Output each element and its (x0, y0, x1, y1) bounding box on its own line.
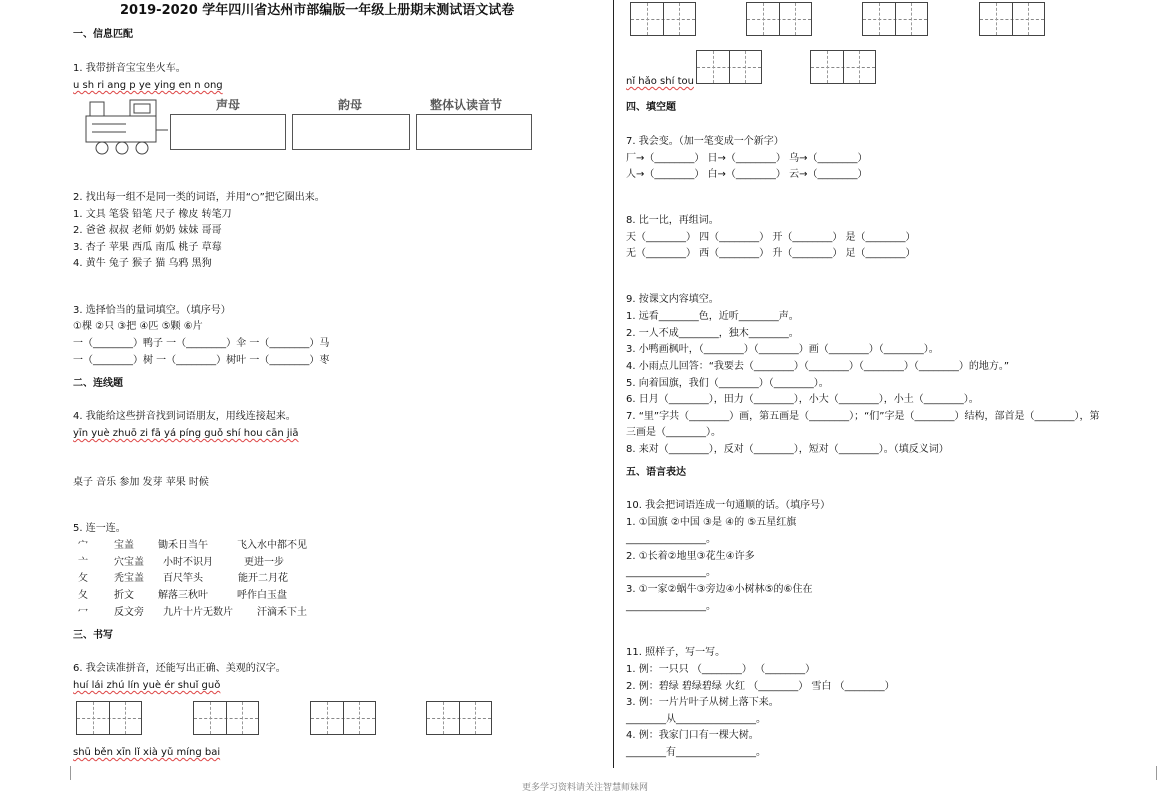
q11-answer-line: ________有________________。 (626, 747, 766, 758)
section-4-heading: 四、填空题 (626, 102, 676, 113)
q3-options: ①棵 ②只 ③把 ④匹 ⑤颗 ⑥片 (73, 321, 203, 332)
section-5-heading: 五、语言表达 (626, 467, 686, 478)
writing-grid[interactable] (76, 701, 142, 735)
header-initials: 声母 (216, 98, 241, 112)
q5-poem-a: 小时不识月 (163, 557, 213, 568)
q11-line: 2. 例：碧绿 碧绿碧绿 火红 （________） 雪白 （________） (626, 681, 895, 692)
question-9: 9. 按课文内容填空。 (626, 294, 719, 305)
page-corner-mark (56, 766, 71, 780)
page-title: 2019-2020 学年四川省达州市部编版一年级上册期末测试语文试卷 (120, 3, 515, 18)
q2-line-4: 4. 黄牛 兔子 猴子 猫 乌鸦 黑狗 (73, 258, 212, 269)
train-icon (82, 96, 168, 158)
question-1-syllables: u sh ri ang p ye ying en n ong (73, 80, 223, 91)
q5-poem-a: 锄禾日当午 (158, 540, 208, 551)
q5-name: 穴宝盖 (114, 557, 144, 568)
writing-grid[interactable] (426, 701, 492, 735)
q11-line: 4. 例：我家门口有一棵大树。 (626, 730, 759, 741)
q5-poem-a: 九片十片无数片 (163, 607, 233, 618)
q6-pinyin-2: shū běn xīn lǐ xià yǔ míng bai (73, 747, 221, 758)
q9-line: 1. 远看________色，近听________声。 (626, 311, 799, 322)
q11-line: 1. 例：一只只 （________） （________） (626, 664, 816, 675)
question-2: 2. 找出每一组不是同一类的词语，并用“○”把它圈出来。 (73, 192, 325, 203)
q7-line-2: 人→（________） 白→（________） 云→（________） (626, 169, 868, 180)
column-divider (613, 0, 614, 768)
question-7: 7. 我会变。（加一笔变成一个新字） (626, 136, 784, 147)
q9-line: 6. 日月（________），田力（________），小大（________），小土（________）。 (626, 394, 979, 405)
q5-poem-b: 飞入水中都不见 (237, 540, 307, 551)
q5-poem-b: 能开二月花 (238, 573, 288, 584)
q2-line-2: 2. 爸爸 叔叔 老师 奶奶 妹妹 哥哥 (73, 225, 222, 236)
question-1: 1. 我带拼音宝宝坐火车。 (73, 63, 186, 74)
q9-line: 2. 一人不成________，独木________。 (626, 328, 799, 339)
q4-words: 桌子 音乐 参加 发芽 苹果 时候 (73, 477, 209, 488)
q9-line: 5. 向着国旗，我们（________）（________）。 (626, 378, 829, 389)
section-1-heading: 一、信息匹配 (73, 29, 133, 40)
writing-grid[interactable] (193, 701, 259, 735)
phonics-table (168, 96, 534, 152)
question-3: 3. 选择恰当的量词填空。（填序号） (73, 305, 231, 316)
q10-line: 3. ①一家②蜗牛③旁边④小树林⑤的⑥住在 (626, 584, 813, 595)
writing-grid[interactable] (630, 2, 696, 36)
top-pinyin: nǐ hǎo shí tou (626, 76, 694, 87)
q10-answer-line: ________________。 (626, 601, 716, 612)
q2-line-1: 1. 文具 笔袋 铅笔 尺子 橡皮 转笔刀 (73, 209, 232, 220)
q9-line: 7. “里”字共（________）画，第五画是（________）；“们”字是（________）结构，部首是（________），第 (626, 411, 1100, 422)
question-5: 5. 连一连。 (73, 523, 126, 534)
q5-radical: 宀 (78, 540, 88, 551)
q3-line-1: 一（________）鸭子 一（________）伞 一（________）马 (73, 338, 330, 349)
q10-line: 2. ①长着②地里③花生④许多 (626, 551, 755, 562)
page-corner-mark (1156, 766, 1170, 780)
q11-answer-line: ________从________________。 (626, 714, 766, 725)
section-2-heading: 二、连线题 (73, 378, 123, 389)
writing-grid[interactable] (810, 50, 876, 84)
q5-poem-b: 汗滴禾下土 (257, 607, 307, 618)
q5-radical: 冖 (78, 607, 88, 618)
q5-radical: 攵 (78, 573, 88, 584)
question-10: 10. 我会把词语连成一句通顺的话。（填序号） (626, 500, 831, 511)
q3-line-2: 一（________）树 一（________）树叶 一（________）枣 (73, 355, 330, 366)
question-8: 8. 比一比，再组词。 (626, 215, 719, 226)
q10-line: 1. ①国旗 ②中国 ③是 ④的 ⑤五星红旗 (626, 517, 797, 528)
q10-answer-line: ________________。 (626, 534, 716, 545)
q7-line-1: 厂→（________） 日→（________） 乌→（________） (626, 153, 868, 164)
q6-pinyin-1: huí lái zhú lín yuè ér shuǐ guǒ (73, 680, 221, 691)
header-whole-syllables: 整体认读音节 (430, 98, 503, 112)
q11-line: 3. 例：一片片叶子从树上落下来。 (626, 697, 779, 708)
q5-name: 宝盖 (114, 540, 134, 551)
writing-grid[interactable] (979, 2, 1045, 36)
q5-name: 折文 (114, 590, 134, 601)
question-6: 6. 我会读准拼音，还能写出正确、美观的汉字。 (73, 663, 286, 674)
q5-name: 秃宝盖 (114, 573, 144, 584)
q8-line-1: 天（________） 四（________） 开（________） 是（________） (626, 232, 916, 243)
q5-radical: 亠 (78, 557, 88, 568)
q4-pinyin: yīn yuè zhuō zi fā yá píng guǒ shí hou cān jiā (73, 428, 299, 439)
q5-poem-a: 百尺竿头 (163, 573, 203, 584)
answer-box-initials[interactable] (170, 114, 286, 150)
writing-grid[interactable] (746, 2, 812, 36)
question-4: 4. 我能给这些拼音找到词语朋友，用线连接起来。 (73, 411, 296, 422)
answer-box-finals[interactable] (292, 114, 410, 150)
section-3-heading: 三、书写 (73, 630, 113, 641)
q5-poem-b: 更进一步 (244, 557, 284, 568)
q9-line: 4. 小雨点儿回答：“我要去（________）（________）（________）（________）的地方。” (626, 361, 1010, 372)
writing-grid[interactable] (696, 50, 762, 84)
writing-grid[interactable] (310, 701, 376, 735)
q9-line: 8. 来对（________），反对（________），短对（________）。（填反义词） (626, 444, 949, 455)
q5-radical: 夂 (78, 590, 88, 601)
q10-answer-line: ________________。 (626, 567, 716, 578)
q5-poem-b: 呼作白玉盘 (237, 590, 287, 601)
footer-note: 更多学习资料请关注智慧师妹网 (521, 783, 648, 793)
q9-line: 三画是（________）。 (626, 427, 721, 438)
q9-line: 3. 小鸭画枫叶，（________）（________）画（________）（________）。 (626, 344, 939, 355)
answer-box-whole[interactable] (416, 114, 532, 150)
q2-line-3: 3. 杏子 苹果 西瓜 南瓜 桃子 草莓 (73, 242, 222, 253)
right-column (616, 0, 1170, 798)
q8-line-2: 无（________） 西（________） 升（________） 足（________） (626, 248, 916, 259)
q5-poem-a: 解落三秋叶 (158, 590, 208, 601)
header-finals: 韵母 (338, 98, 363, 112)
writing-grid[interactable] (862, 2, 928, 36)
question-11: 11. 照样子，写一写。 (626, 647, 726, 658)
q5-name: 反文旁 (114, 607, 144, 618)
